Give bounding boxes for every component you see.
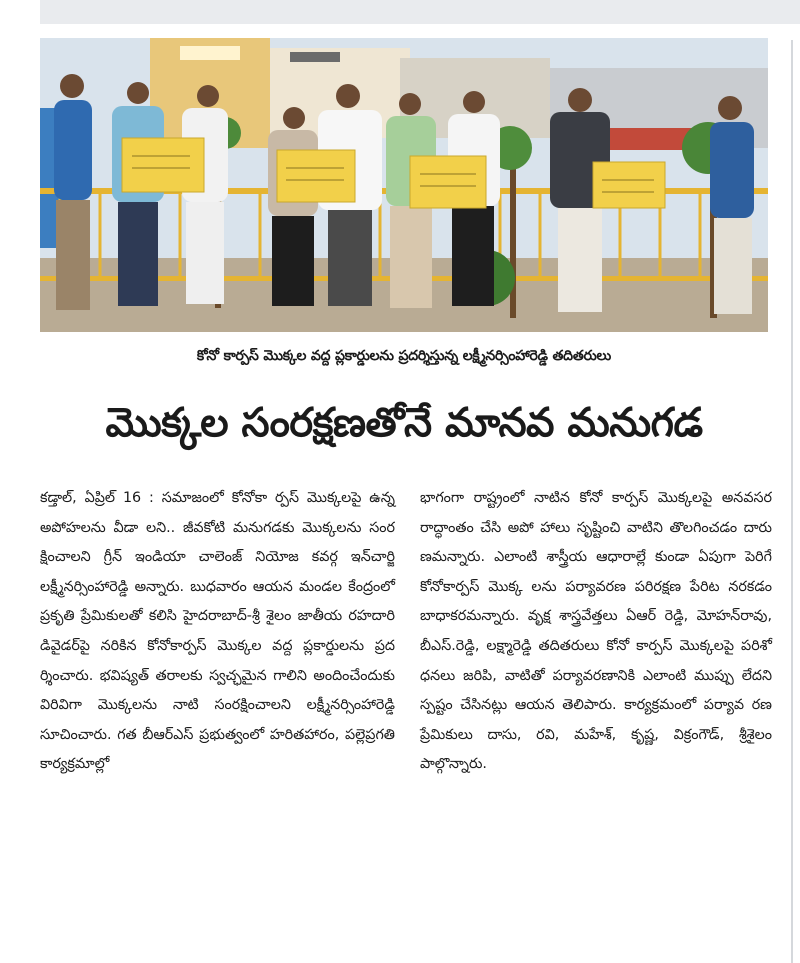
photo-caption: కోనో కార్పస్ మొక్కల వద్ద ప్లకార్డులను ప్రదర్శిస్తున్న లక్ష్మీనర్సింహారెడ్డి తదితరులు (196, 348, 612, 364)
top-band (40, 0, 800, 24)
article-text-left: కడ్తాల్, ఏప్రిల్ 16 : సమాజంలో కోనోకా ర్పస్ మొక్కలపై ఉన్న అపోహలను వీడా లని.. జీవకోటి మనుగడకు మొక్కలను సంర క్షించాలని గ్రీన్ ఇండియా చాలెంజ్ నియోజ కవర్గ ఇన్‌చార్జి లక్ష్మీనర్సింహారెడ్డి అన్నారు. బుధవారం ఆయన మండల కేంద్రంలో ప్రకృతి ప్రేమికులతో కలిసి హైదరాబాద్-శ్రీ శైలం జాతీయ రహదారి డివైడర్‌పై నరికిన కోనోకార్పస్ మొక్కల వద్ద ప్లకార్డులను ప్రద ర్శించారు. భవిష్యత్ తరాలకు స్వచ్ఛమైన గాలిని అందించేందుకు విరివిగా మొక్కలను నాటి సంరక్షించాలని లక్ష్మీనర్సింహారెడ్డి సూచించారు. గత బీఆర్‌ఎస్ ప్రభుత్వంలో హరితహారం, పల్లెప్రగతి కార్యక్రమాల్లో (40, 490, 395, 773)
article-column-right (420, 484, 772, 954)
article-column-left (40, 484, 395, 954)
article-text-right: భాగంగా రాష్ట్రంలో నాటిన కోనో కార్పస్ మొక్కలపై అనవసర రాద్ధాంతం చేసి అపో హాలు సృష్టించి వాటిని తొలగించడం దారు ణమన్నారు. ఎలాంటి శాస్త్రీయ ఆధారాల్లే కుండా ఏపుగా పెరిగే కోనోకార్పస్ మొక్క లను పర్యావరణ పరిరక్షణ పేరిట నరకడం బాధాకరమన్నారు. వృక్ష శాస్త్రవేత్తలు ఏఆర్ రెడ్డి, మోహన్‌రావు, బీఎస్.రెడ్డి, లక్ష్మారెడ్డి తదితరులు కోనో కార్పస్ మొక్కలపై పరిశో ధనలు జరిపి, వాటితో పర్యావరణానికి ఎలాంటి ముప్పు లేదని స్పష్టం చేసినట్లు ఆయన తెలిపారు. కార్యక్రమంలో పర్యావ రణ ప్రేమికులు దాసు, రవి, మహేశ్, కృష్ణ, విక్రంగౌడ్, శ్రీశైలం పాల్గొన్నారు. (420, 490, 772, 773)
headline: మొక్కల సంరక్షణతోనే మానవ మనుగడ (105, 400, 703, 446)
page-edge-divider (791, 40, 793, 963)
news-photo (40, 38, 768, 332)
